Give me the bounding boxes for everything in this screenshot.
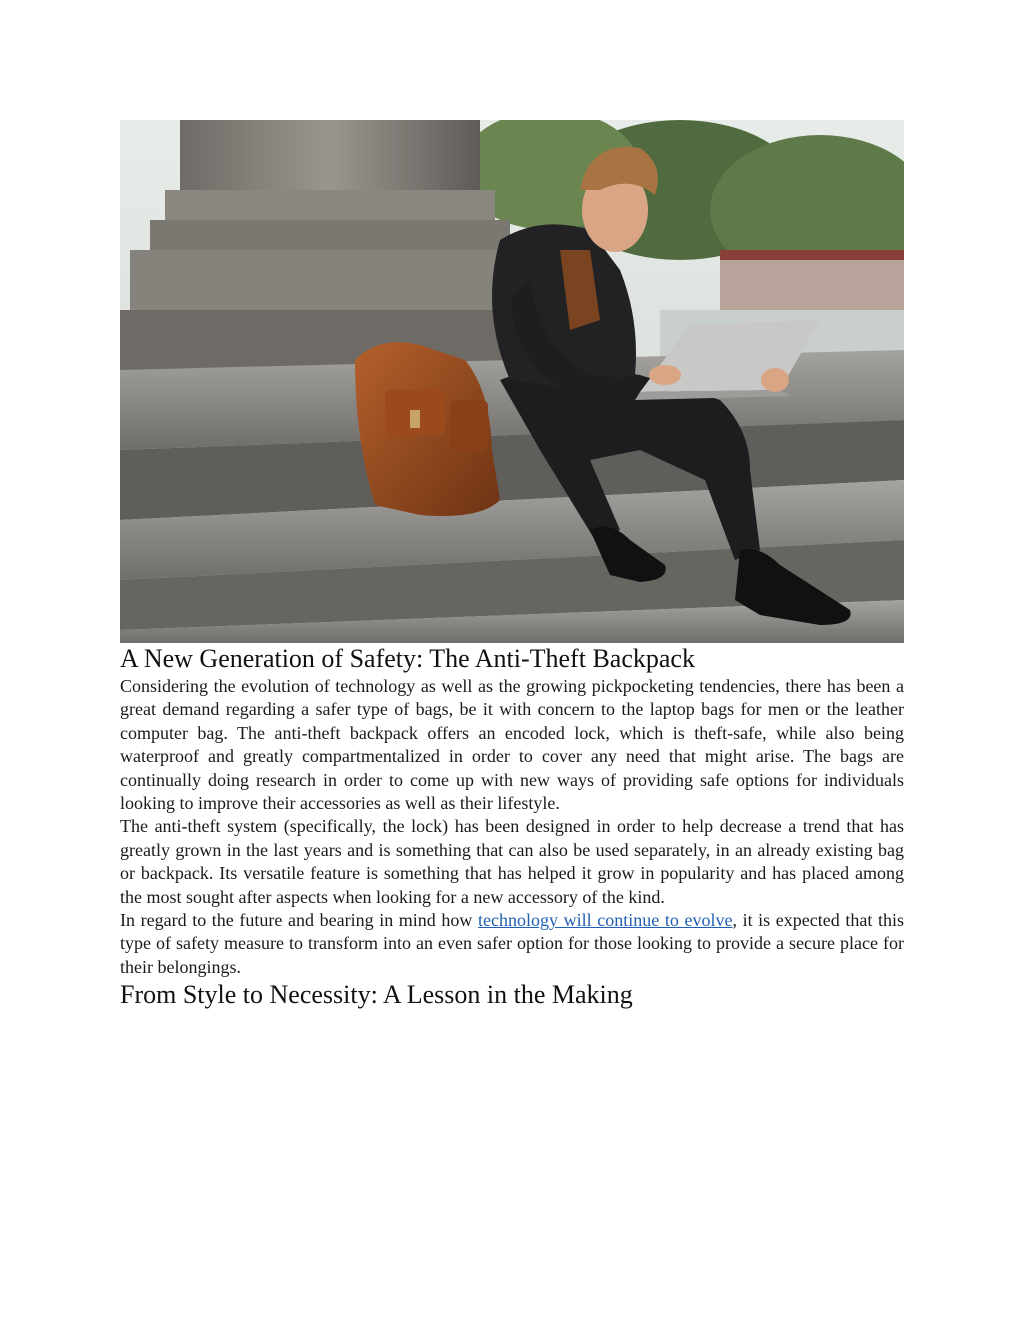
paragraph-future-tail: , it is expected that this type of safety measure to transform into an even safer option for those looking to provide a secure place for their belongings. bbox=[120, 910, 904, 977]
paragraph-future-lead: In regard to the future and bearing in mind how bbox=[120, 910, 479, 931]
section-heading-anti-theft: A New Generation of Safety: The Anti-Theft Backpack bbox=[120, 644, 695, 673]
paragraph-evolution: Considering the evolution of technology as well as the growing pickpocketing tendencies, there has been a great demand regarding a safer type of bags, be it with concern to the laptop bags for men or the leather computer bag. The anti-theft backpack offers an encoded lock, which is theft-safe, while also being waterproof and greatly compartmentalized in order to cover any need that might arise. The bags are continually doing research in order to come up with new ways of providing safe options for individuals looking to improve their accessories as well as their lifestyle. bbox=[120, 676, 904, 814]
hero-photo bbox=[120, 120, 904, 643]
technology-evolve-link[interactable]: technology will continue to evolve bbox=[478, 910, 733, 931]
document-page bbox=[120, 120, 904, 1011]
paragraph-anti-theft-system: The anti-theft system (specifically, the lock) has been designed in order to help decrease a trend that has greatly grown in the last years and is something that can also be used separately, in an already existing bag or backpack. Its versatile feature is something that has helped it grow in popularity and has placed among the most sought after aspects when looking for a new accessory of the kind. bbox=[120, 816, 904, 907]
section-heading-style-to-necessity: From Style to Necessity: A Lesson in the Making bbox=[120, 980, 633, 1010]
paragraph-future bbox=[120, 909, 904, 979]
photo-man-laptop-backpack-steps-icon bbox=[120, 120, 904, 643]
